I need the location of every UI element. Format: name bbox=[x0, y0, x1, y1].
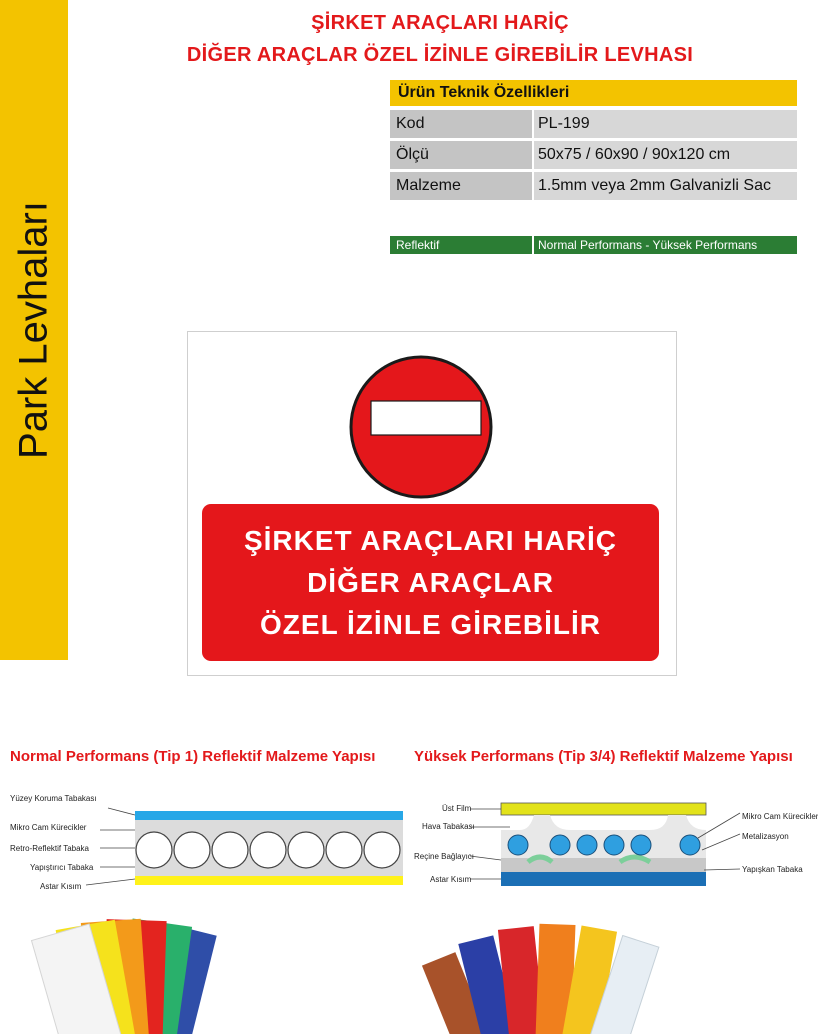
reflective-value: Normal Performans - Yüksek Performans bbox=[534, 236, 797, 254]
spec-key: Malzeme bbox=[390, 172, 532, 200]
label-micro-glass-high: Mikro Cam Kürecikler bbox=[742, 812, 818, 821]
label-resin-binder: Reçine Bağlayıcı bbox=[414, 852, 475, 861]
spec-value: PL-199 bbox=[534, 110, 797, 138]
no-entry-icon bbox=[345, 356, 497, 498]
normal-material-title: Normal Performans (Tip 1) Reflektif Malzeme Yapısı bbox=[10, 748, 376, 765]
high-sheet-samples-image bbox=[430, 910, 660, 1034]
sign-line-1: ŞİRKET ARAÇLARI HARİÇ bbox=[243, 524, 618, 556]
spec-key: Ölçü bbox=[390, 141, 532, 169]
spec-row-size bbox=[390, 141, 797, 169]
label-leaders bbox=[86, 808, 135, 885]
label-surface-protection: Yüzey Koruma Tabakası bbox=[10, 794, 97, 803]
primer-layer-blue bbox=[501, 872, 706, 886]
top-film-layer bbox=[501, 803, 706, 815]
spec-value: 50x75 / 60x90 / 90x120 cm bbox=[534, 141, 797, 169]
sign-line-2: DİĞER ARAÇLAR bbox=[307, 566, 554, 598]
label-metallization: Metalizasyon bbox=[742, 832, 789, 841]
primer-layer bbox=[135, 876, 403, 885]
spec-row-code bbox=[390, 110, 797, 138]
normal-sheet-samples-image bbox=[20, 910, 240, 1034]
label-top-film: Üst Film bbox=[442, 804, 472, 813]
spec-row-material bbox=[390, 172, 797, 200]
page-title-line1: ŞİRKET ARAÇLARI HARİÇ bbox=[311, 12, 569, 34]
spec-value: 1.5mm veya 2mm Galvanizli Sac bbox=[534, 172, 797, 200]
label-air-layer: Hava Tabakası bbox=[422, 822, 475, 831]
high-material-title: Yüksek Performans (Tip 3/4) Reflektif Malzeme Yapısı bbox=[414, 748, 793, 765]
sign-text-panel bbox=[202, 504, 659, 661]
label-retro-reflective: Retro-Reflektif Tabaka bbox=[10, 844, 89, 853]
normal-structure-diagram bbox=[0, 790, 410, 890]
sign-line-3: ÖZEL İZİNLE GİREBİLİR bbox=[260, 608, 601, 640]
spec-row-reflective bbox=[390, 236, 797, 254]
page-title-line2: DİĞER ARAÇLAR ÖZEL İZİNLE GİREBİLİR LEVHASI bbox=[186, 44, 694, 66]
reflective-key: Reflektif bbox=[390, 236, 532, 254]
label-micro-glass-beads: Mikro Cam Kürecikler bbox=[10, 823, 87, 832]
spec-key: Kod bbox=[390, 110, 532, 138]
surface-protection-layer bbox=[135, 811, 403, 820]
label-adhesive: Yapıştırıcı Tabaka bbox=[30, 863, 94, 872]
label-primer: Astar Kısım bbox=[40, 882, 82, 891]
label-primer-high: Astar Kısım bbox=[430, 875, 472, 884]
label-adhesive-high: Yapışkan Tabaka bbox=[742, 865, 803, 874]
side-category-label: Park Levhaları bbox=[11, 201, 56, 459]
spec-table-header: Ürün Teknik Özellikleri bbox=[390, 80, 797, 106]
